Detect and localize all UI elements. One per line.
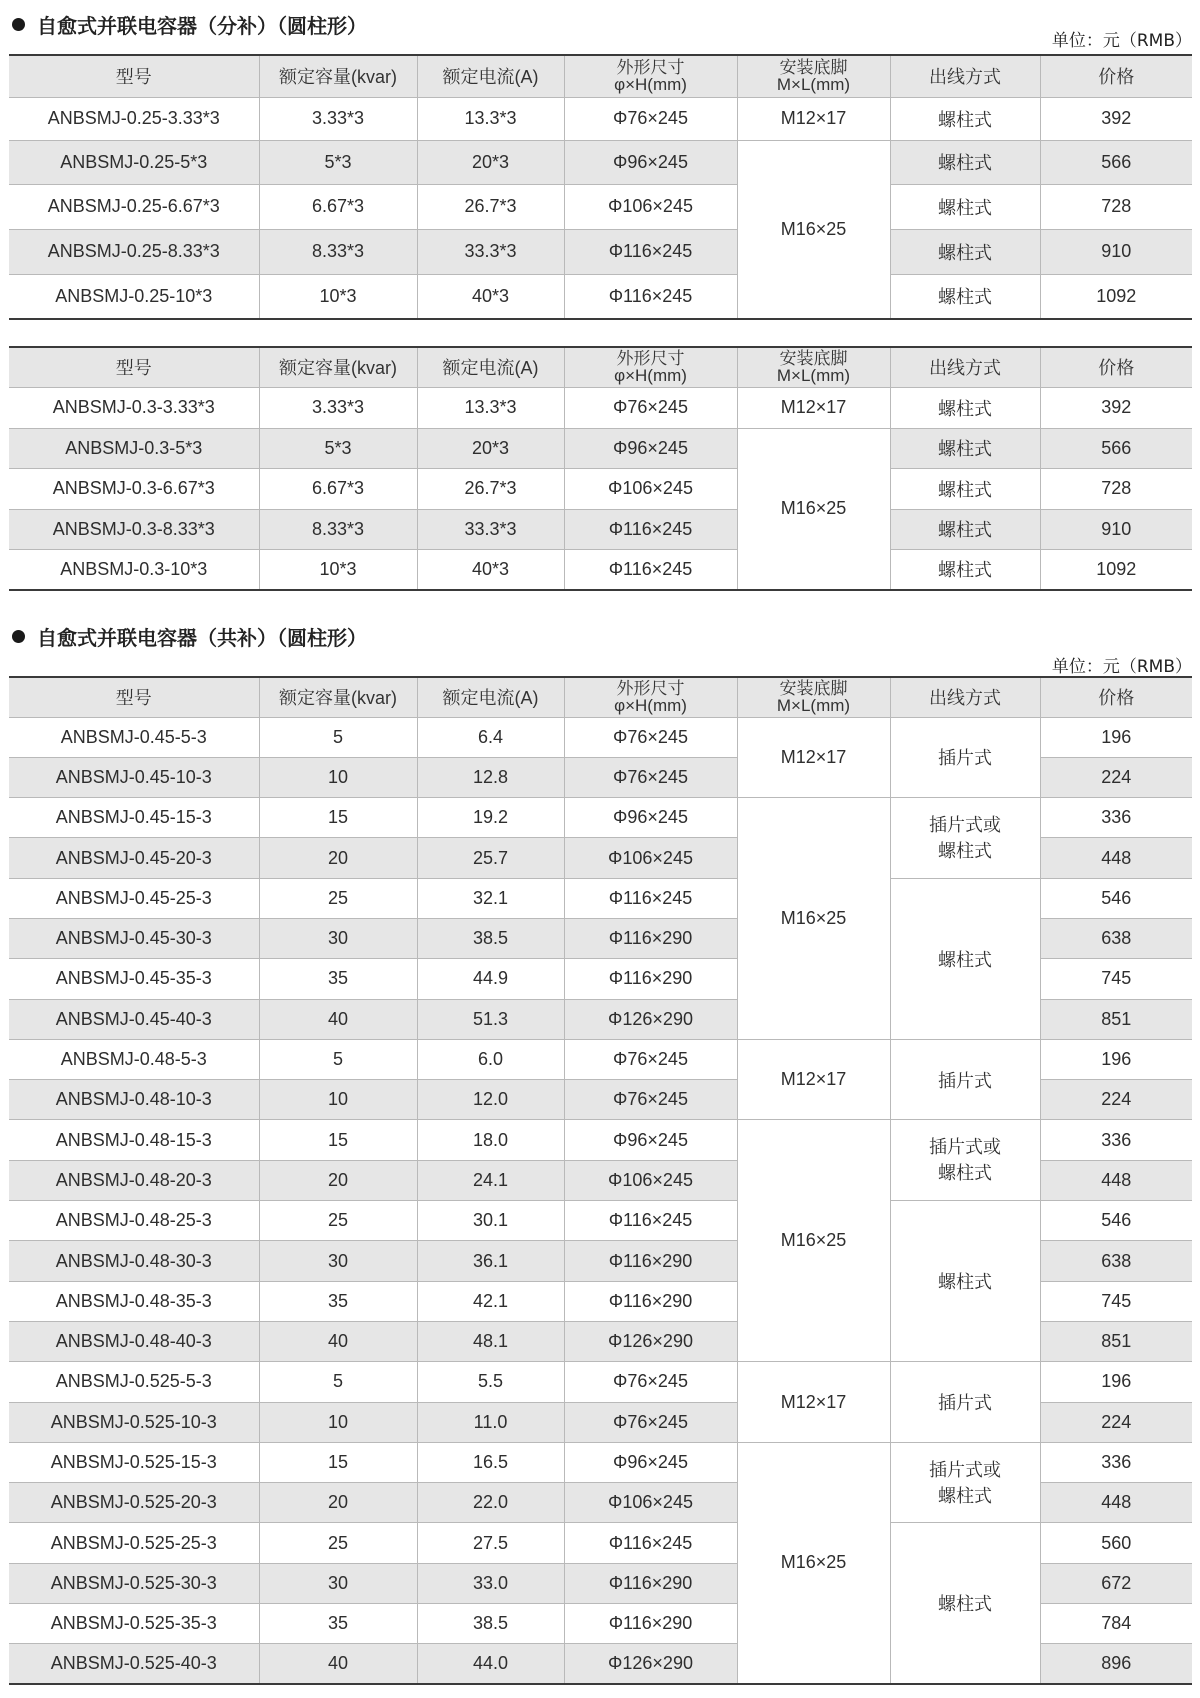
cell-current: 24.1 bbox=[417, 1160, 564, 1200]
cell-model: ANBSMJ-0.45-20-3 bbox=[9, 838, 259, 878]
cell-foot: M12×17 bbox=[737, 1362, 890, 1443]
cell-price: 745 bbox=[1040, 959, 1192, 999]
cell-outlet: 螺柱式 bbox=[890, 387, 1040, 428]
header-price: 价格 bbox=[1040, 677, 1192, 717]
cell-outlet: 插片式 bbox=[890, 1039, 1040, 1120]
cell-current: 5.5 bbox=[417, 1362, 564, 1402]
cell-outlet: 螺柱式 bbox=[890, 509, 1040, 549]
table-row bbox=[9, 97, 1192, 140]
cell-price: 448 bbox=[1040, 838, 1192, 878]
cell-size: Φ106×245 bbox=[564, 1160, 737, 1200]
cell-size: Φ116×245 bbox=[564, 229, 737, 274]
header-current: 额定电流(A) bbox=[417, 347, 564, 387]
cell-model: ANBSMJ-0.525-20-3 bbox=[9, 1483, 259, 1523]
header-foot: 安装底脚 M×L(mm) bbox=[737, 55, 890, 97]
cell-price: 1092 bbox=[1040, 274, 1192, 319]
cell-model: ANBSMJ-0.45-35-3 bbox=[9, 959, 259, 999]
cell-price: 910 bbox=[1040, 229, 1192, 274]
cell-capacity: 5*3 bbox=[259, 428, 417, 468]
table-row bbox=[9, 798, 1192, 838]
cell-current: 12.8 bbox=[417, 757, 564, 797]
cell-model: ANBSMJ-0.25-5*3 bbox=[9, 140, 259, 184]
header-size: 外形尺寸 φ×H(mm) bbox=[564, 55, 737, 97]
section-title-common bbox=[12, 622, 367, 651]
cell-price: 560 bbox=[1040, 1523, 1192, 1563]
table-row bbox=[9, 1120, 1192, 1160]
cell-model: ANBSMJ-0.25-6.67*3 bbox=[9, 184, 259, 229]
cell-size: Φ76×245 bbox=[564, 757, 737, 797]
cell-model: ANBSMJ-0.3-5*3 bbox=[9, 428, 259, 468]
cell-outlet: 螺柱式 bbox=[890, 549, 1040, 590]
cell-price: 448 bbox=[1040, 1483, 1192, 1523]
unit-label: 单位：元（RMB） bbox=[1051, 657, 1192, 677]
cell-model: ANBSMJ-0.3-3.33*3 bbox=[9, 387, 259, 428]
cell-size: Φ116×290 bbox=[564, 1604, 737, 1644]
cell-model: ANBSMJ-0.48-20-3 bbox=[9, 1160, 259, 1200]
cell-capacity: 5 bbox=[259, 1362, 417, 1402]
cell-size: Φ106×245 bbox=[564, 468, 737, 509]
cell-current: 12.0 bbox=[417, 1080, 564, 1120]
table-row bbox=[9, 1201, 1192, 1241]
cell-capacity: 20 bbox=[259, 1160, 417, 1200]
cell-capacity: 10 bbox=[259, 757, 417, 797]
cell-capacity: 40 bbox=[259, 1644, 417, 1684]
cell-price: 546 bbox=[1040, 878, 1192, 918]
cell-size: Φ116×290 bbox=[564, 1281, 737, 1321]
cell-size: Φ76×245 bbox=[564, 387, 737, 428]
cell-model: ANBSMJ-0.45-25-3 bbox=[9, 878, 259, 918]
cell-capacity: 5*3 bbox=[259, 140, 417, 184]
table-row bbox=[9, 184, 1192, 229]
cell-foot: M16×25 bbox=[737, 140, 890, 319]
cell-price: 224 bbox=[1040, 1402, 1192, 1442]
cell-size: Φ76×245 bbox=[564, 1402, 737, 1442]
cell-model: ANBSMJ-0.45-10-3 bbox=[9, 757, 259, 797]
cell-size: Φ116×290 bbox=[564, 918, 737, 958]
cell-size: Φ126×290 bbox=[564, 1644, 737, 1684]
section-title-split bbox=[12, 10, 367, 39]
cell-model: ANBSMJ-0.48-40-3 bbox=[9, 1321, 259, 1361]
cell-outlet: 螺柱式 bbox=[890, 184, 1040, 229]
cell-current: 30.1 bbox=[417, 1201, 564, 1241]
cell-capacity: 6.67*3 bbox=[259, 184, 417, 229]
cell-price: 224 bbox=[1040, 757, 1192, 797]
cell-capacity: 3.33*3 bbox=[259, 97, 417, 140]
table-header-row bbox=[9, 55, 1192, 97]
cell-size: Φ116×245 bbox=[564, 878, 737, 918]
cell-current: 19.2 bbox=[417, 798, 564, 838]
cell-foot: M16×25 bbox=[737, 1120, 890, 1362]
cell-capacity: 10 bbox=[259, 1402, 417, 1442]
cell-capacity: 25 bbox=[259, 878, 417, 918]
cell-price: 728 bbox=[1040, 184, 1192, 229]
price-table-common bbox=[9, 676, 1192, 1685]
cell-price: 392 bbox=[1040, 97, 1192, 140]
table-row bbox=[9, 1442, 1192, 1482]
header-size: 外形尺寸 φ×H(mm) bbox=[564, 677, 737, 717]
table-row bbox=[9, 1362, 1192, 1402]
cell-outlet: 螺柱式 bbox=[890, 274, 1040, 319]
cell-model: ANBSMJ-0.45-15-3 bbox=[9, 798, 259, 838]
cell-outlet: 插片式或螺柱式 bbox=[890, 798, 1040, 879]
cell-price: 728 bbox=[1040, 468, 1192, 509]
cell-size: Φ76×245 bbox=[564, 1362, 737, 1402]
cell-size: Φ96×245 bbox=[564, 1120, 737, 1160]
price-table-03 bbox=[9, 346, 1192, 591]
cell-current: 27.5 bbox=[417, 1523, 564, 1563]
cell-model: ANBSMJ-0.45-40-3 bbox=[9, 999, 259, 1039]
cell-model: ANBSMJ-0.525-10-3 bbox=[9, 1402, 259, 1442]
cell-current: 38.5 bbox=[417, 1604, 564, 1644]
table-row bbox=[9, 229, 1192, 274]
cell-capacity: 30 bbox=[259, 1563, 417, 1603]
cell-current: 36.1 bbox=[417, 1241, 564, 1281]
cell-price: 336 bbox=[1040, 1442, 1192, 1482]
cell-current: 6.0 bbox=[417, 1039, 564, 1079]
cell-current: 38.5 bbox=[417, 918, 564, 958]
cell-current: 44.9 bbox=[417, 959, 564, 999]
cell-current: 48.1 bbox=[417, 1321, 564, 1361]
header-outlet: 出线方式 bbox=[890, 55, 1040, 97]
cell-foot: M16×25 bbox=[737, 428, 890, 590]
cell-price: 196 bbox=[1040, 1039, 1192, 1079]
table-header-row bbox=[9, 677, 1192, 717]
cell-foot: M16×25 bbox=[737, 1442, 890, 1684]
cell-price: 910 bbox=[1040, 509, 1192, 549]
cell-size: Φ96×245 bbox=[564, 428, 737, 468]
cell-size: Φ76×245 bbox=[564, 717, 737, 757]
cell-size: Φ106×245 bbox=[564, 184, 737, 229]
cell-capacity: 8.33*3 bbox=[259, 509, 417, 549]
cell-outlet: 螺柱式 bbox=[890, 878, 1040, 1039]
cell-model: ANBSMJ-0.25-3.33*3 bbox=[9, 97, 259, 140]
cell-model: ANBSMJ-0.48-15-3 bbox=[9, 1120, 259, 1160]
cell-price: 336 bbox=[1040, 1120, 1192, 1160]
cell-model: ANBSMJ-0.48-35-3 bbox=[9, 1281, 259, 1321]
cell-size: Φ116×290 bbox=[564, 1241, 737, 1281]
cell-current: 40*3 bbox=[417, 274, 564, 319]
cell-size: Φ96×245 bbox=[564, 140, 737, 184]
cell-capacity: 15 bbox=[259, 1120, 417, 1160]
cell-size: Φ116×245 bbox=[564, 1201, 737, 1241]
cell-size: Φ116×245 bbox=[564, 1523, 737, 1563]
cell-size: Φ116×245 bbox=[564, 509, 737, 549]
table-header-row bbox=[9, 347, 1192, 387]
cell-current: 16.5 bbox=[417, 1442, 564, 1482]
cell-current: 42.1 bbox=[417, 1281, 564, 1321]
cell-current: 33.0 bbox=[417, 1563, 564, 1603]
cell-capacity: 5 bbox=[259, 1039, 417, 1079]
cell-capacity: 25 bbox=[259, 1523, 417, 1563]
header-foot: 安装底脚 M×L(mm) bbox=[737, 347, 890, 387]
cell-size: Φ116×245 bbox=[564, 549, 737, 590]
table-row bbox=[9, 140, 1192, 184]
cell-capacity: 35 bbox=[259, 1604, 417, 1644]
cell-capacity: 30 bbox=[259, 1241, 417, 1281]
cell-current: 22.0 bbox=[417, 1483, 564, 1523]
cell-model: ANBSMJ-0.48-30-3 bbox=[9, 1241, 259, 1281]
cell-model: ANBSMJ-0.48-5-3 bbox=[9, 1039, 259, 1079]
cell-foot: M16×25 bbox=[737, 798, 890, 1040]
cell-price: 638 bbox=[1040, 1241, 1192, 1281]
cell-size: Φ76×245 bbox=[564, 1039, 737, 1079]
table-row bbox=[9, 1039, 1192, 1079]
table-row bbox=[9, 717, 1192, 757]
cell-current: 6.4 bbox=[417, 717, 564, 757]
cell-current: 13.3*3 bbox=[417, 97, 564, 140]
cell-capacity: 8.33*3 bbox=[259, 229, 417, 274]
cell-outlet: 螺柱式 bbox=[890, 1523, 1040, 1684]
cell-outlet: 螺柱式 bbox=[890, 140, 1040, 184]
cell-model: ANBSMJ-0.3-6.67*3 bbox=[9, 468, 259, 509]
cell-current: 40*3 bbox=[417, 549, 564, 590]
table-row bbox=[9, 387, 1192, 428]
header-capacity: 额定容量(kvar) bbox=[259, 677, 417, 717]
header-size: 外形尺寸 φ×H(mm) bbox=[564, 347, 737, 387]
cell-foot: M12×17 bbox=[737, 387, 890, 428]
table-row bbox=[9, 549, 1192, 590]
cell-outlet: 螺柱式 bbox=[890, 97, 1040, 140]
cell-outlet: 插片式或螺柱式 bbox=[890, 1120, 1040, 1201]
table-row bbox=[9, 878, 1192, 918]
cell-capacity: 40 bbox=[259, 999, 417, 1039]
header-price: 价格 bbox=[1040, 347, 1192, 387]
unit-label: 单位：元（RMB） bbox=[1051, 31, 1192, 51]
section-title-text: 自愈式并联电容器（共补）（圆柱形） bbox=[37, 626, 367, 650]
cell-capacity: 15 bbox=[259, 798, 417, 838]
cell-price: 196 bbox=[1040, 717, 1192, 757]
cell-price: 196 bbox=[1040, 1362, 1192, 1402]
cell-capacity: 35 bbox=[259, 1281, 417, 1321]
cell-foot: M12×17 bbox=[737, 717, 890, 798]
table-row bbox=[9, 468, 1192, 509]
cell-capacity: 10 bbox=[259, 1080, 417, 1120]
cell-capacity: 40 bbox=[259, 1321, 417, 1361]
header-model: 型号 bbox=[9, 677, 259, 717]
cell-price: 745 bbox=[1040, 1281, 1192, 1321]
cell-capacity: 35 bbox=[259, 959, 417, 999]
cell-current: 18.0 bbox=[417, 1120, 564, 1160]
cell-size: Φ116×290 bbox=[564, 959, 737, 999]
cell-current: 33.3*3 bbox=[417, 509, 564, 549]
cell-outlet: 螺柱式 bbox=[890, 428, 1040, 468]
cell-price: 784 bbox=[1040, 1604, 1192, 1644]
cell-size: Φ76×245 bbox=[564, 97, 737, 140]
cell-price: 672 bbox=[1040, 1563, 1192, 1603]
header-outlet: 出线方式 bbox=[890, 347, 1040, 387]
header-model: 型号 bbox=[9, 347, 259, 387]
header-current: 额定电流(A) bbox=[417, 677, 564, 717]
header-foot: 安装底脚 M×L(mm) bbox=[737, 677, 890, 717]
cell-foot: M12×17 bbox=[737, 1039, 890, 1120]
table-row bbox=[9, 509, 1192, 549]
cell-price: 851 bbox=[1040, 999, 1192, 1039]
cell-model: ANBSMJ-0.525-30-3 bbox=[9, 1563, 259, 1603]
cell-price: 566 bbox=[1040, 140, 1192, 184]
cell-outlet: 螺柱式 bbox=[890, 1201, 1040, 1362]
header-price: 价格 bbox=[1040, 55, 1192, 97]
cell-size: Φ126×290 bbox=[564, 1321, 737, 1361]
cell-current: 26.7*3 bbox=[417, 468, 564, 509]
cell-price: 392 bbox=[1040, 387, 1192, 428]
cell-model: ANBSMJ-0.3-8.33*3 bbox=[9, 509, 259, 549]
cell-capacity: 20 bbox=[259, 1483, 417, 1523]
cell-size: Φ76×245 bbox=[564, 1080, 737, 1120]
bullet-icon bbox=[12, 630, 25, 643]
cell-size: Φ106×245 bbox=[564, 1483, 737, 1523]
cell-capacity: 5 bbox=[259, 717, 417, 757]
cell-capacity: 15 bbox=[259, 1442, 417, 1482]
table-row bbox=[9, 1523, 1192, 1563]
cell-current: 20*3 bbox=[417, 140, 564, 184]
cell-price: 566 bbox=[1040, 428, 1192, 468]
cell-current: 44.0 bbox=[417, 1644, 564, 1684]
cell-size: Φ126×290 bbox=[564, 999, 737, 1039]
cell-current: 32.1 bbox=[417, 878, 564, 918]
cell-outlet: 螺柱式 bbox=[890, 229, 1040, 274]
cell-price: 448 bbox=[1040, 1160, 1192, 1200]
header-capacity: 额定容量(kvar) bbox=[259, 347, 417, 387]
bullet-icon bbox=[12, 18, 25, 31]
cell-size: Φ116×245 bbox=[564, 274, 737, 319]
cell-size: Φ116×290 bbox=[564, 1563, 737, 1603]
cell-capacity: 10*3 bbox=[259, 549, 417, 590]
cell-size: Φ96×245 bbox=[564, 1442, 737, 1482]
cell-outlet: 插片式 bbox=[890, 1362, 1040, 1443]
cell-model: ANBSMJ-0.48-25-3 bbox=[9, 1201, 259, 1241]
cell-price: 851 bbox=[1040, 1321, 1192, 1361]
cell-current: 13.3*3 bbox=[417, 387, 564, 428]
cell-capacity: 3.33*3 bbox=[259, 387, 417, 428]
cell-capacity: 10*3 bbox=[259, 274, 417, 319]
cell-model: ANBSMJ-0.48-10-3 bbox=[9, 1080, 259, 1120]
cell-price: 546 bbox=[1040, 1201, 1192, 1241]
cell-capacity: 25 bbox=[259, 1201, 417, 1241]
cell-outlet: 螺柱式 bbox=[890, 468, 1040, 509]
cell-current: 20*3 bbox=[417, 428, 564, 468]
header-model: 型号 bbox=[9, 55, 259, 97]
header-outlet: 出线方式 bbox=[890, 677, 1040, 717]
cell-model: ANBSMJ-0.3-10*3 bbox=[9, 549, 259, 590]
cell-price: 224 bbox=[1040, 1080, 1192, 1120]
cell-current: 33.3*3 bbox=[417, 229, 564, 274]
cell-model: ANBSMJ-0.525-35-3 bbox=[9, 1604, 259, 1644]
header-current: 额定电流(A) bbox=[417, 55, 564, 97]
section-title-text: 自愈式并联电容器（分补）（圆柱形） bbox=[37, 14, 367, 38]
cell-current: 25.7 bbox=[417, 838, 564, 878]
cell-model: ANBSMJ-0.45-30-3 bbox=[9, 918, 259, 958]
table-row bbox=[9, 274, 1192, 319]
cell-price: 896 bbox=[1040, 1644, 1192, 1684]
cell-outlet: 插片式或螺柱式 bbox=[890, 1442, 1040, 1523]
cell-size: Φ106×245 bbox=[564, 838, 737, 878]
cell-current: 11.0 bbox=[417, 1402, 564, 1442]
cell-price: 638 bbox=[1040, 918, 1192, 958]
cell-price: 1092 bbox=[1040, 549, 1192, 590]
cell-model: ANBSMJ-0.25-8.33*3 bbox=[9, 229, 259, 274]
cell-price: 336 bbox=[1040, 798, 1192, 838]
header-capacity: 额定容量(kvar) bbox=[259, 55, 417, 97]
cell-capacity: 20 bbox=[259, 838, 417, 878]
cell-model: ANBSMJ-0.45-5-3 bbox=[9, 717, 259, 757]
cell-model: ANBSMJ-0.25-10*3 bbox=[9, 274, 259, 319]
cell-current: 26.7*3 bbox=[417, 184, 564, 229]
cell-size: Φ96×245 bbox=[564, 798, 737, 838]
cell-model: ANBSMJ-0.525-5-3 bbox=[9, 1362, 259, 1402]
cell-outlet: 插片式 bbox=[890, 717, 1040, 798]
cell-model: ANBSMJ-0.525-40-3 bbox=[9, 1644, 259, 1684]
cell-capacity: 30 bbox=[259, 918, 417, 958]
cell-model: ANBSMJ-0.525-15-3 bbox=[9, 1442, 259, 1482]
price-table-025 bbox=[9, 54, 1192, 320]
cell-capacity: 6.67*3 bbox=[259, 468, 417, 509]
cell-current: 51.3 bbox=[417, 999, 564, 1039]
cell-foot: M12×17 bbox=[737, 97, 890, 140]
table-row bbox=[9, 428, 1192, 468]
cell-model: ANBSMJ-0.525-25-3 bbox=[9, 1523, 259, 1563]
